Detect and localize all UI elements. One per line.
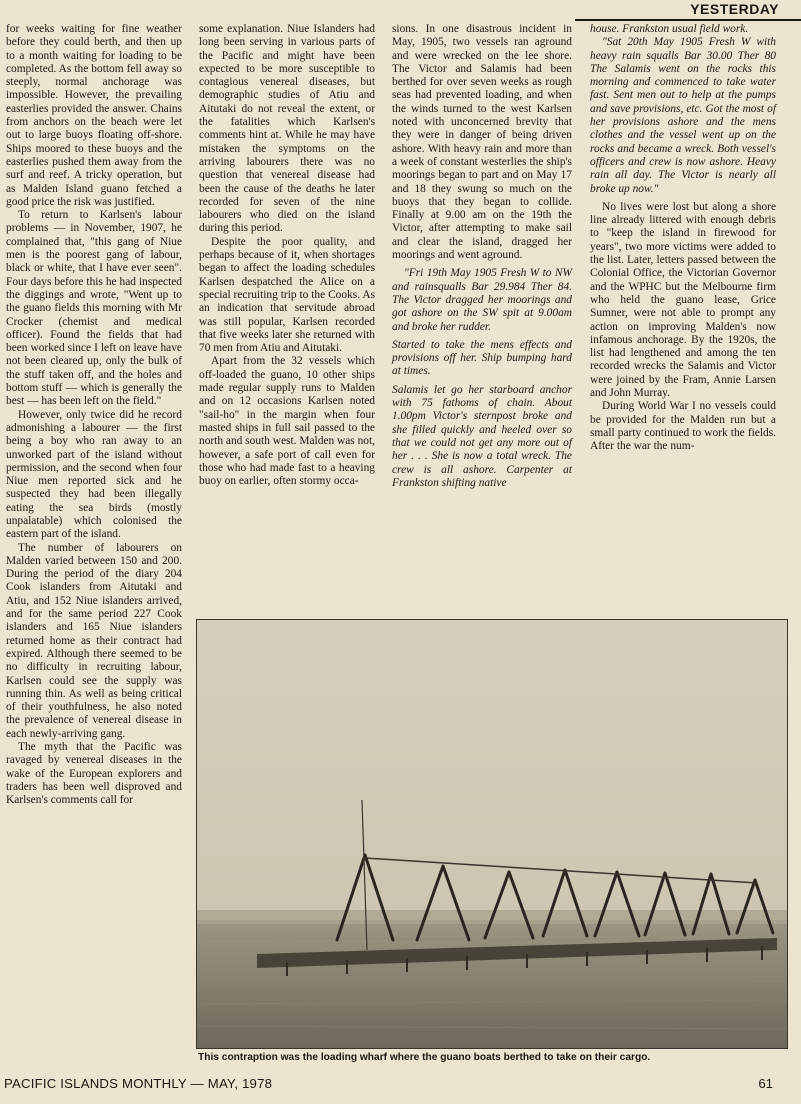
paragraph: for weeks waiting for fine weather before they could berth, and then up to a month waiting for loading to be completed. As the bottom fell away so steeply, normal anchorage was impossible. However, the prevailing easterlies provided the answer. Chains from anchors on the beach were let out to large buoys floating off-shore. Ships moored to these buoys and the easterlies pushed them away from the surf and reef. A tricky operation, but as Malden Island guano fetched a good price the risk was justified. xyxy=(6,23,182,208)
diary-excerpt: house. Frankston usual field work. xyxy=(590,23,749,35)
paragraph: Despite the poor quality, and perhaps because of it, when shortages began to affect the loading schedules Karlsen despatched the Alice on a special recruiting trip to the Cooks. As an indication that servitude abroad was still popular, Karlsen recorded that five weeks later she returned with 70 men from Atiu and Aitutaki. xyxy=(199,235,375,355)
section-header-bar xyxy=(575,0,801,21)
page-number: 61 xyxy=(758,1076,773,1091)
article-column-2 xyxy=(199,23,375,488)
article-column-4 xyxy=(590,23,776,454)
paragraph: some explanation. Niue Islanders had long been serving in various parts of the Pacific and might have been expected to be more susceptible to contagious venereal diseases, but demographic studies of Atiu and Aitutaki do not reveal the extent, or the fatalities which Karlsen's comments hint at. While he may have mistaken the symptoms on the arriving labourers there was no question that venereal disease had been the cause of the deaths he later recorded for seven of the nine labourers who died on the island during this period. xyxy=(199,23,375,235)
diary-excerpt: "Fri 19th May 1905 Fresh W to NW and rainsqualls Bar 29.984 Ther 84. The Victor dragged her moorings and got ashore on the SW spit at 9.00am and broke her rudder. xyxy=(392,267,572,333)
diary-excerpt: Started to take the mens effects and provisions off her. Ship bumping hard at times. xyxy=(392,338,572,378)
wharf-photo-illustration xyxy=(197,620,787,1048)
article-column-1 xyxy=(6,23,182,808)
section-title: YESTERDAY xyxy=(690,1,779,17)
paragraph: sions. In one disastrous incident in May, 1905, two vessels ran aground and were wrecked on the lee shore. The Victor and Salamis had been berthed for over seven weeks as rough seas had prevented loading, and when the winds turned to the west Karlsen noted with unconcerned brevity that they were in danger of being driven ashore. With heavy rain and more than a week of constant westerlies the ship's moorings began to part and on May 17 and 18 they swung so much on the buoys that they began to collide. Finally at 9.00 am on the 19th the Victor, after attempting to make sail and clear the island, dragged her moorings and went aground. xyxy=(392,23,572,262)
article-column-3 xyxy=(392,23,572,490)
paragraph: No lives were lost but along a shore line already littered with enough debris to "keep the island in firewood for years", two more victims were added to the list. Later, letters passed between the Colonial Office, the Victorian Governor and the WPHC but the Melbourne firm who held the guano lease, Grice Sumner, were not able to prompt any action on improving Malden's now infamous anchorage. By the 1920s, the list had lengthened and among the ten recorded wrecks the Salamis and Victor were joined by the Fram, Annie Larsen and John Murray. xyxy=(590,200,776,400)
diary-excerpt: Salamis let go her starboard anchor with 75 fathoms of chain. About 1.00pm Victor's sternpost broke and she filled quickly and heeled over so that we could not get any more out of her . . . She is now a total wreck. The crew is all ashore. Carpenter at Frankston shifting native xyxy=(392,383,572,489)
paragraph: To return to Karlsen's labour problems — in November, 1907, he complained that, "this gang of Niue men is the poorest gang of labour, black or white, that I have ever seen". Four days before this he had inspected the diggings and wrote, "Went up to the guano fields this morning with Mr Crocker (chemist and medical officer). Found the fields that had been worked since I left on leave have not been cleared up, only the bulk of the stuff taken off, and the holes and bottom stuff — which is generally the best — has been left on the field." xyxy=(6,209,182,408)
diary-excerpt: "Sat 20th May 1905 Fresh W with heavy rain squalls Bar 30.00 Ther 80 The Salamis went on the rocks this morning and commenced to take water fast. Sent men out to help at the pumps and save provisions, etc. Got the most of her provisions ashore and the mens clothes and the vessel went up on the rocks and became a wreck. Both vessel's officers and crew is now ashore. Heavy rain all day. The Victor is nearly all broke up now." xyxy=(590,36,776,195)
paragraph: However, only twice did he record admonishing a labourer — the first being a boy who ran away to an unworked part of the island without permission, and the second when four Niue men reported sick and he suspected they had been illegally eating the sea birds (mostly unpalatable) which colonised the eastern part of the island. xyxy=(6,408,182,541)
wharf-photo xyxy=(196,619,788,1049)
photo-caption: This contraption was the loading wharf where the guano boats berthed to take on their cargo. xyxy=(198,1052,651,1063)
paragraph: Apart from the 32 vessels which off-loaded the guano, 10 other ships made regular supply runs to Malden and on 12 occasions Karlsen noted "sail-ho" in the margin when four masted ships in full sail passed to the north and south west. Malden was not, however, a safe port of call even for those who had made fast to a heaving buoy on earlier, often stormy occa- xyxy=(199,355,375,488)
footer-publication: PACIFIC ISLANDS MONTHLY — MAY, 1978 xyxy=(4,1076,273,1091)
paragraph: The number of labourers on Malden varied between 150 and 200. During the period of the diary 204 Cook islanders from Aitutaki and Atiu, and 152 Niue islanders arrived, and for the same period 227 Cook islanders and 165 Niue islanders returned home as their contract had expired. Although there seemed to be no difficulty in recruiting labour, Karlsen could see the supply was running thin. As well as being critical of their youthfulness, he also noted the prevalence of venereal disease in each newly-arriving gang. xyxy=(6,541,182,740)
paragraph: During World War I no vessels could be provided for the Malden run but a small party continued to work the fields. After the war the num- xyxy=(590,400,776,453)
paragraph: The myth that the Pacific was ravaged by venereal diseases in the wake of the European explorers and traders has been well disproved and Karlsen's comments call for xyxy=(6,741,182,807)
